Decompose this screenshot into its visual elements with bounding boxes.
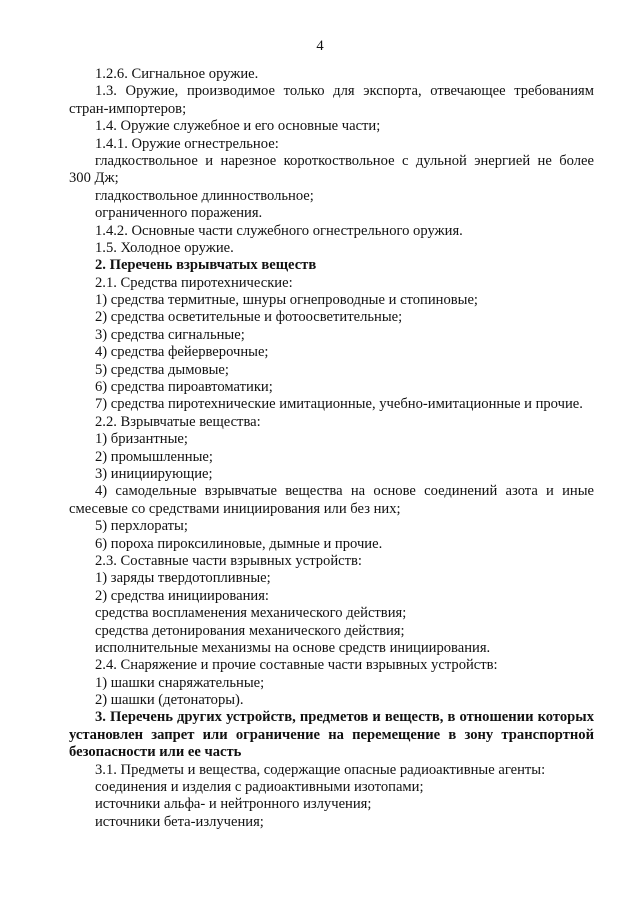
text-line: стран-импортеров; <box>69 100 187 117</box>
text-line: 1.4.1. Оружие огнестрельное: <box>95 135 279 152</box>
document-body <box>69 66 594 831</box>
text-line: смесевые со средствами инициирования или без них; <box>69 500 401 517</box>
section-heading-line: безопасности или ее часть <box>69 744 242 761</box>
text-line: средства детонирования механического действия; <box>95 622 405 639</box>
text-line: 1) шашки снаряжательные; <box>95 674 265 691</box>
text-line: 3) средства сигнальные; <box>95 326 245 343</box>
section-heading-line: установлен запрет или ограничение на перемещение в зону транспортной <box>69 726 594 743</box>
text-line: 2) промышленные; <box>95 448 213 465</box>
section-heading-line: 2. Перечень взрывчатых веществ <box>95 257 317 274</box>
text-line: 1.4.2. Основные части служебного огнестрельного оружия. <box>95 222 463 239</box>
text-line: 2.1. Средства пиротехнические: <box>95 274 293 291</box>
text-line: 4) самодельные взрывчатые вещества на основе соединений азота и иные <box>95 483 594 500</box>
section-heading-line: 3. Перечень других устройств, предметов и веществ, в отношении которых <box>95 709 594 726</box>
text-line: 1) заряды твердотопливные; <box>95 570 271 587</box>
text-line: 1.5. Холодное оружие. <box>95 239 234 256</box>
text-line: 1.2.6. Сигнальное оружие. <box>95 66 259 82</box>
text-line: гладкоствольное и нарезное короткоствольное с дульной энергией не более <box>95 152 594 169</box>
text-line: 3.1. Предметы и вещества, содержащие опасные радиоактивные агенты: <box>95 761 546 778</box>
text-line: источники бета-излучения; <box>95 813 264 830</box>
text-line: 6) средства пироавтоматики; <box>95 379 273 396</box>
text-line: ограниченного поражения. <box>95 205 263 222</box>
text-line: 5) перхлораты; <box>95 518 188 535</box>
text-line: средства воспламенения механического действия; <box>95 605 407 622</box>
text-line: 1) бризантные; <box>95 431 188 448</box>
text-line: гладкоствольное длинноствольное; <box>95 187 314 204</box>
text-line: исполнительные механизмы на основе средств инициирования. <box>95 639 491 656</box>
text-line: 1) средства термитные, шнуры огнепроводные и стопиновые; <box>95 292 478 309</box>
text-line: 1.4. Оружие служебное и его основные части; <box>95 118 381 135</box>
text-line: 2) средства инициирования: <box>95 587 269 604</box>
page-number: 4 <box>316 38 324 54</box>
text-line: 1.3. Оружие, производимое только для экспорта, отвечающее требованиям <box>95 83 594 100</box>
text-line: 6) пороха пироксилиновые, дымные и прочие. <box>95 535 383 552</box>
text-line: 7) средства пиротехнические имитационные, учебно-имитационные и прочие. <box>95 396 583 413</box>
text-line: 300 Дж; <box>69 170 119 187</box>
text-line: источники альфа- и нейтронного излучения; <box>95 796 372 813</box>
text-line: 5) средства дымовые; <box>95 361 229 378</box>
text-line: 2) средства осветительные и фотоосветительные; <box>95 309 403 326</box>
text-line: соединения и изделия с радиоактивными изотопами; <box>95 779 424 796</box>
text-line: 4) средства фейерверочные; <box>95 344 269 361</box>
text-line: 2) шашки (детонаторы). <box>95 692 244 709</box>
text-line: 2.4. Снаряжение и прочие составные части взрывных устройств: <box>95 657 498 674</box>
text-line: 3) инициирующие; <box>95 465 213 482</box>
text-line: 2.3. Составные части взрывных устройств: <box>95 552 362 569</box>
text-line: 2.2. Взрывчатые вещества: <box>95 413 261 430</box>
